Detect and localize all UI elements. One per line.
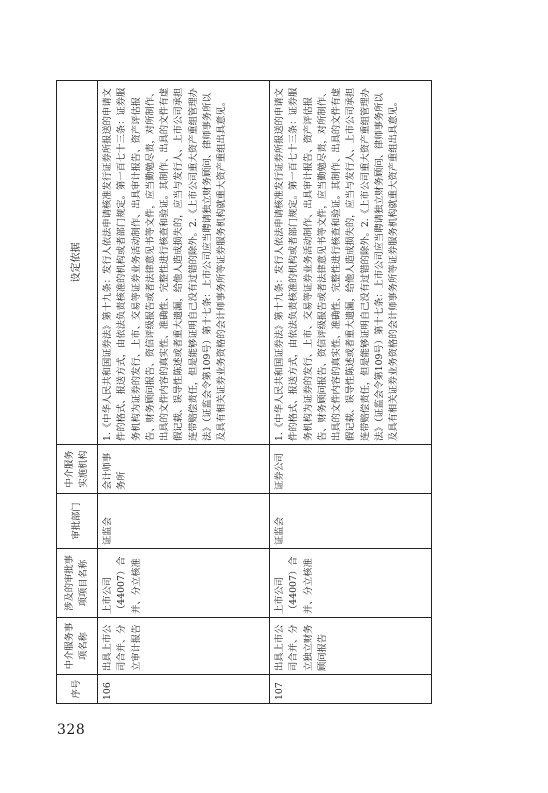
legal-basis: 1.《中华人民共和国证券法》第十九条：发行人依法申请核准发行证券所报送的申请文件的格式、报送方式，由依法负责核准的机构或者部门规定。第一百七十三条：证券服务机构为证券的发行、上市、交易等证券业务活动制作、出具审计报告、资产评估报告、财务顾问报告、资信评级报告或者法律意见书等文件，应当勤勉尽责，对所制作、出具的文件内容的真实性、准确性、完整性进行核查和验证。其制作、出具的文件有虚假记载、误导性陈述或者重大遗漏，给他人造成损失的，应当与发行人、上市公司承担连带赔偿责任，但是能够证明自己没有过错的除外。2.《上市公司重大资产重组管理办法》（证监会令第109号）第十七条：上市公司应当聘请独立财务顾问、律师事务所以及具有相关证券业务资格的会计师事务所等证券服务机构就重大资产重组出具意见。 <box>270 81 432 445</box>
legal-basis: 1.《中华人民共和国证券法》第十九条：发行人依法申请核准发行证券所报送的申请文件的格式、报送方式，由依法负责核准的机构或者部门规定。第一百七十三条：证券服务机构为证券的发行、上市、交易等证券业务活动制作、出具审计报告、资产评估报告、财务顾问报告、资信评级报告或者法律意见书等文件，应当勤勉尽责，对所制作、出具的文件内容的真实性、准确性、完整性进行核查和验证。其制作、出具的文件有虚假记载、误导性陈述或者重大遗漏，给他人造成损失的，应当与发行人、上市公司承担连带赔偿责任，但是能够证明自己没有过错的除外。2.《上市公司重大资产重组管理办法》（证监会令第109号）第十七条：上市公司应当聘请独立财务顾问、律师事务所以及具有相关证券业务资格的会计师事务所等证券服务机构就重大资产重组出具意见。 <box>98 81 270 445</box>
service-name: 出具上市公司合并、分立独立财务顾问报告 <box>270 618 432 675</box>
approval-item: 上市公司（44007）合并、分立核准 <box>98 549 270 618</box>
approval-item: 上市公司（44007）合并、分立核准 <box>270 549 432 618</box>
approval-items-table <box>56 80 432 704</box>
service-org: 证券公司 <box>270 445 432 494</box>
header-legal-basis: 设定依据 <box>57 81 98 445</box>
table-header-row <box>57 81 98 704</box>
approval-dept: 证监会 <box>98 494 270 549</box>
row-number: 107 <box>270 675 432 704</box>
header-service-org: 中介服务实施机构 <box>57 445 98 494</box>
approval-dept: 证监会 <box>270 494 432 549</box>
header-approval-item: 涉及的审批事项项目名称 <box>57 549 98 618</box>
service-org: 会计师事务所 <box>98 445 270 494</box>
table-row <box>98 81 270 704</box>
header-approval-dept: 审批部门 <box>57 494 98 549</box>
row-number: 106 <box>98 675 270 704</box>
header-no: 序号 <box>57 675 98 704</box>
rotated-table-container <box>56 80 426 704</box>
table-row <box>270 81 432 704</box>
service-name: 出具上市公司合并、分立审计报告 <box>98 618 270 675</box>
page-number: 328 <box>57 722 86 738</box>
header-service-name: 中介服务事项名称 <box>57 618 98 675</box>
